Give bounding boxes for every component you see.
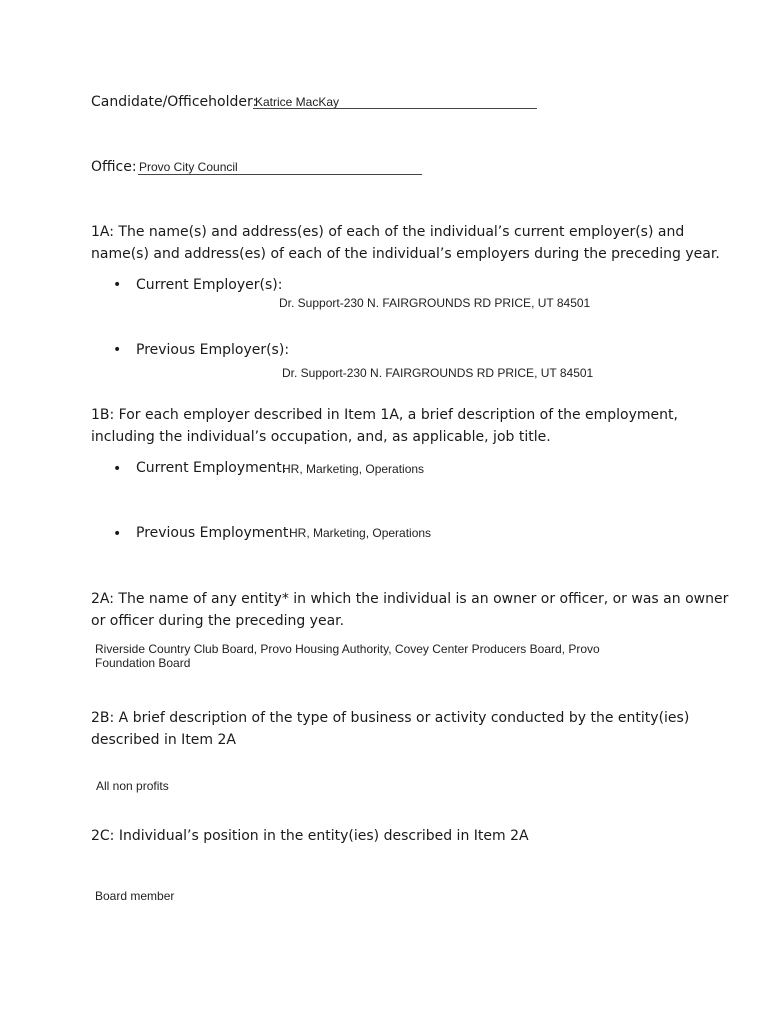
q1b-line2: including the individual’s occupation, and, as applicable, job title. — [91, 429, 551, 445]
current-employer-label: Current Employer(s): — [136, 277, 283, 293]
q2a-answer-line2[interactable]: Foundation Board — [95, 656, 191, 670]
office-underline — [138, 174, 422, 175]
q1b-line1: 1B: For each employer described in Item 1A, a brief description of the employment, — [91, 407, 678, 423]
candidate-underline — [253, 108, 537, 109]
q2c-line1: 2C: Individual’s position in the entity(ies) described in Item 2A — [91, 828, 529, 844]
q2b-line1: 2B: A brief description of the type of business or activity conducted by the entity(ies) — [91, 710, 690, 726]
previous-employment-label: Previous Employment: — [136, 525, 294, 541]
current-employment-value[interactable]: HR, Marketing, Operations — [282, 462, 425, 476]
q2a-answer-line1[interactable]: Riverside Country Club Board, Provo Housing Authority, Covey Center Producers Board, Provo — [95, 642, 600, 656]
bullet-icon: • — [113, 526, 122, 542]
q2b-answer[interactable]: All non profits — [96, 779, 169, 793]
bullet-icon: • — [113, 277, 122, 293]
office-label: Office: — [91, 159, 137, 175]
office-value[interactable]: Provo City Council — [139, 160, 238, 174]
q2a-line2: or officer during the preceding year. — [91, 613, 345, 629]
q1a-line2: name(s) and address(es) of each of the individual’s employers during the preceding year. — [91, 246, 720, 262]
previous-employer-label: Previous Employer(s): — [136, 342, 290, 358]
q2c-answer[interactable]: Board member — [95, 889, 175, 903]
current-employment-label: Current Employment: — [136, 460, 287, 476]
previous-employment-value[interactable]: HR, Marketing, Operations — [289, 526, 432, 540]
q1a-line1: 1A: The name(s) and address(es) of each of the individual’s current employer(s) and — [91, 224, 685, 240]
candidate-value[interactable]: Katrice MacKay — [255, 95, 340, 109]
q2a-line1: 2A: The name of any entity* in which the individual is an owner or officer, or was an owner — [91, 591, 729, 607]
current-employer-value[interactable]: Dr. Support-230 N. FAIRGROUNDS RD PRICE, UT 84501 — [279, 296, 591, 310]
q2b-line2: described in Item 2A — [91, 732, 236, 748]
previous-employer-value[interactable]: Dr. Support-230 N. FAIRGROUNDS RD PRICE, UT 84501 — [282, 366, 594, 380]
bullet-icon: • — [113, 342, 122, 358]
candidate-label: Candidate/Officeholder: — [91, 94, 258, 110]
bullet-icon: • — [113, 461, 122, 477]
